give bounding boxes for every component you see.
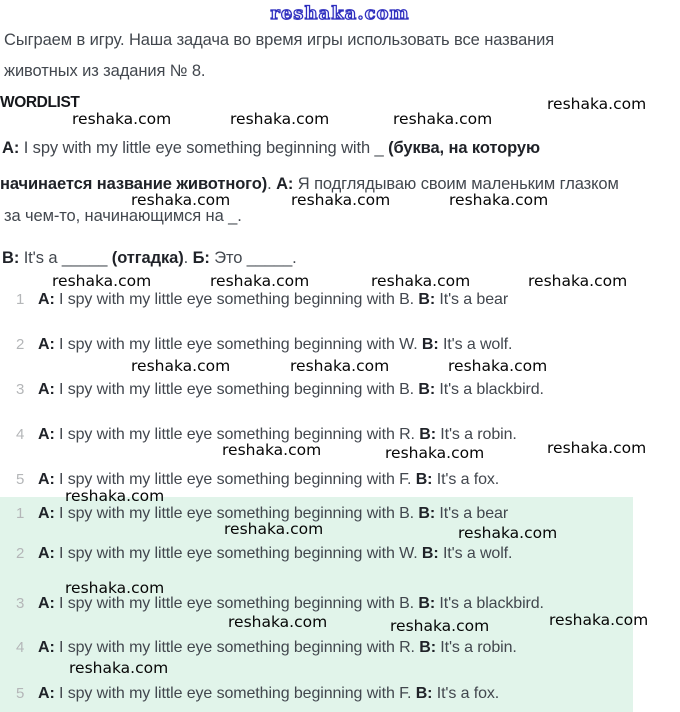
watermark: reshaka.com <box>222 441 322 459</box>
speaker-a-label: A: <box>38 685 55 702</box>
question-text: I spy with my little eye something beginning with F. <box>54 471 416 488</box>
watermark: reshaka.com <box>528 272 628 290</box>
question-text: I spy with my little eye something beginning with W. <box>54 336 422 353</box>
highlighted-list-item-5 <box>16 685 499 703</box>
answer-text: It's a robin. <box>435 426 517 443</box>
speaker-b-label: B: <box>421 545 439 562</box>
watermark: reshaka.com <box>228 613 328 631</box>
list-item-number: 3 <box>16 381 25 398</box>
speaker-b-label: B: <box>418 381 436 398</box>
instruction-a-russian-bold-1: (буква, на которую <box>388 139 540 157</box>
speaker-a-label: A: <box>2 139 20 157</box>
speaker-b-label: B: <box>415 685 433 702</box>
speaker-b-label: B: <box>418 505 436 522</box>
answer-text: It's a bear <box>435 291 509 308</box>
instruction-b-russian-bold: (отгадка) <box>111 249 184 267</box>
answer-text: It's a fox. <box>432 471 500 488</box>
watermark: reshaka.com <box>230 110 330 128</box>
watermark: reshaka.com <box>449 191 549 209</box>
speaker-b-label: B: <box>419 639 436 656</box>
watermark: reshaka.com <box>458 524 558 542</box>
watermark: reshaka.com <box>65 487 165 505</box>
answer-text: It's a blackbird. <box>435 595 544 612</box>
watermark: reshaka.com <box>291 191 391 209</box>
watermark: reshaka.com <box>448 357 548 375</box>
speaker-a-label: A: <box>38 639 55 656</box>
instruction-a-russian-text: Я подглядываю своим маленьким глазком <box>293 175 619 193</box>
list-item-number: 4 <box>16 426 25 443</box>
list-item-3 <box>16 381 544 399</box>
wordlist-heading: WORDLIST <box>0 94 80 111</box>
answer-text: It's a robin. <box>435 639 517 656</box>
speaker-a-label: A: <box>38 471 55 488</box>
watermark: reshaka.com <box>131 191 231 209</box>
speaker-b-label: B: <box>418 595 436 612</box>
instruction-a-separator: . <box>267 175 277 193</box>
speaker-a-label: A: <box>38 336 55 353</box>
list-item-1 <box>16 291 508 309</box>
watermark: reshaka.com <box>52 272 152 290</box>
list-item-number: 4 <box>16 639 25 656</box>
speaker-b-label: B: <box>415 471 433 488</box>
list-item-number: 5 <box>16 685 25 702</box>
question-text: I spy with my little eye something beginning with B. <box>54 381 419 398</box>
instruction-a-english: I spy with my little eye something beginning with _ <box>19 139 389 157</box>
speaker-a-label: A: <box>38 291 55 308</box>
highlighted-list-item-3 <box>16 595 544 613</box>
intro-line-2: животных из задания № 8. <box>4 62 206 80</box>
speaker-b-label: B: <box>419 426 436 443</box>
speaker-a-label: A: <box>38 595 55 612</box>
instruction-a-line-3: за чем-то, начинающимся на _. <box>4 207 242 225</box>
instruction-a-line-1 <box>2 139 540 158</box>
list-item-number: 2 <box>16 336 25 353</box>
list-item-2 <box>16 336 512 354</box>
watermark: reshaka.com <box>390 617 490 635</box>
question-text: I spy with my little eye something beginning with B. <box>54 505 419 522</box>
answer-text: It's a wolf. <box>438 545 513 562</box>
highlighted-list-item-2 <box>16 545 512 563</box>
watermark: reshaka.com <box>371 272 471 290</box>
watermark: reshaka.com <box>131 357 231 375</box>
question-text: I spy with my little eye something beginning with F. <box>54 685 416 702</box>
speaker-b-russian-label: Б: <box>192 249 210 267</box>
watermark: reshaka.com <box>385 444 485 462</box>
watermark: reshaka.com <box>290 357 390 375</box>
instruction-b-english: It's a _____ <box>19 249 112 267</box>
speaker-a-label: A: <box>38 545 55 562</box>
list-item-number: 3 <box>16 595 25 612</box>
answer-text: It's a blackbird. <box>435 381 544 398</box>
list-item-number: 1 <box>16 291 25 308</box>
site-logo: reshaka.com <box>270 3 410 24</box>
list-item-number: 1 <box>16 505 25 522</box>
watermark: reshaka.com <box>65 579 165 597</box>
intro-line-1: Сыграем в игру. Наша задача во время игры использовать все названия <box>4 31 555 49</box>
watermark: reshaka.com <box>210 272 310 290</box>
list-item-number: 2 <box>16 545 25 562</box>
speaker-a-label: A: <box>38 381 55 398</box>
answer-text: It's a wolf. <box>438 336 513 353</box>
list-item-number: 5 <box>16 471 25 488</box>
watermark: reshaka.com <box>224 520 324 538</box>
watermark: reshaka.com <box>547 95 647 113</box>
speaker-b-label: B: <box>2 249 20 267</box>
question-text: I spy with my little eye something beginning with W. <box>54 545 422 562</box>
speaker-b-label: B: <box>421 336 439 353</box>
answer-text: It's a fox. <box>432 685 500 702</box>
instruction-b-separator: . <box>183 249 193 267</box>
question-text: I spy with my little eye something beginning with R. <box>54 426 420 443</box>
instruction-b-russian-text: Это _____. <box>209 249 297 267</box>
instruction-a-russian-bold-2: начинается название животного) <box>0 175 268 193</box>
answer-text: It's a bear <box>435 505 509 522</box>
speaker-a-label: A: <box>38 426 55 443</box>
speaker-a-label: A: <box>38 505 55 522</box>
highlighted-list-item-4 <box>16 639 517 657</box>
watermark: reshaka.com <box>549 611 649 629</box>
question-text: I spy with my little eye something beginning with R. <box>54 639 420 656</box>
watermark: reshaka.com <box>69 659 169 677</box>
watermark: reshaka.com <box>393 110 493 128</box>
question-text: I spy with my little eye something beginning with B. <box>54 291 419 308</box>
watermark: reshaka.com <box>547 439 647 457</box>
speaker-a-russian-label: А: <box>276 175 294 193</box>
watermark: reshaka.com <box>72 110 172 128</box>
instruction-b-line <box>2 249 297 268</box>
speaker-b-label: B: <box>418 291 436 308</box>
question-text: I spy with my little eye something beginning with B. <box>54 595 419 612</box>
